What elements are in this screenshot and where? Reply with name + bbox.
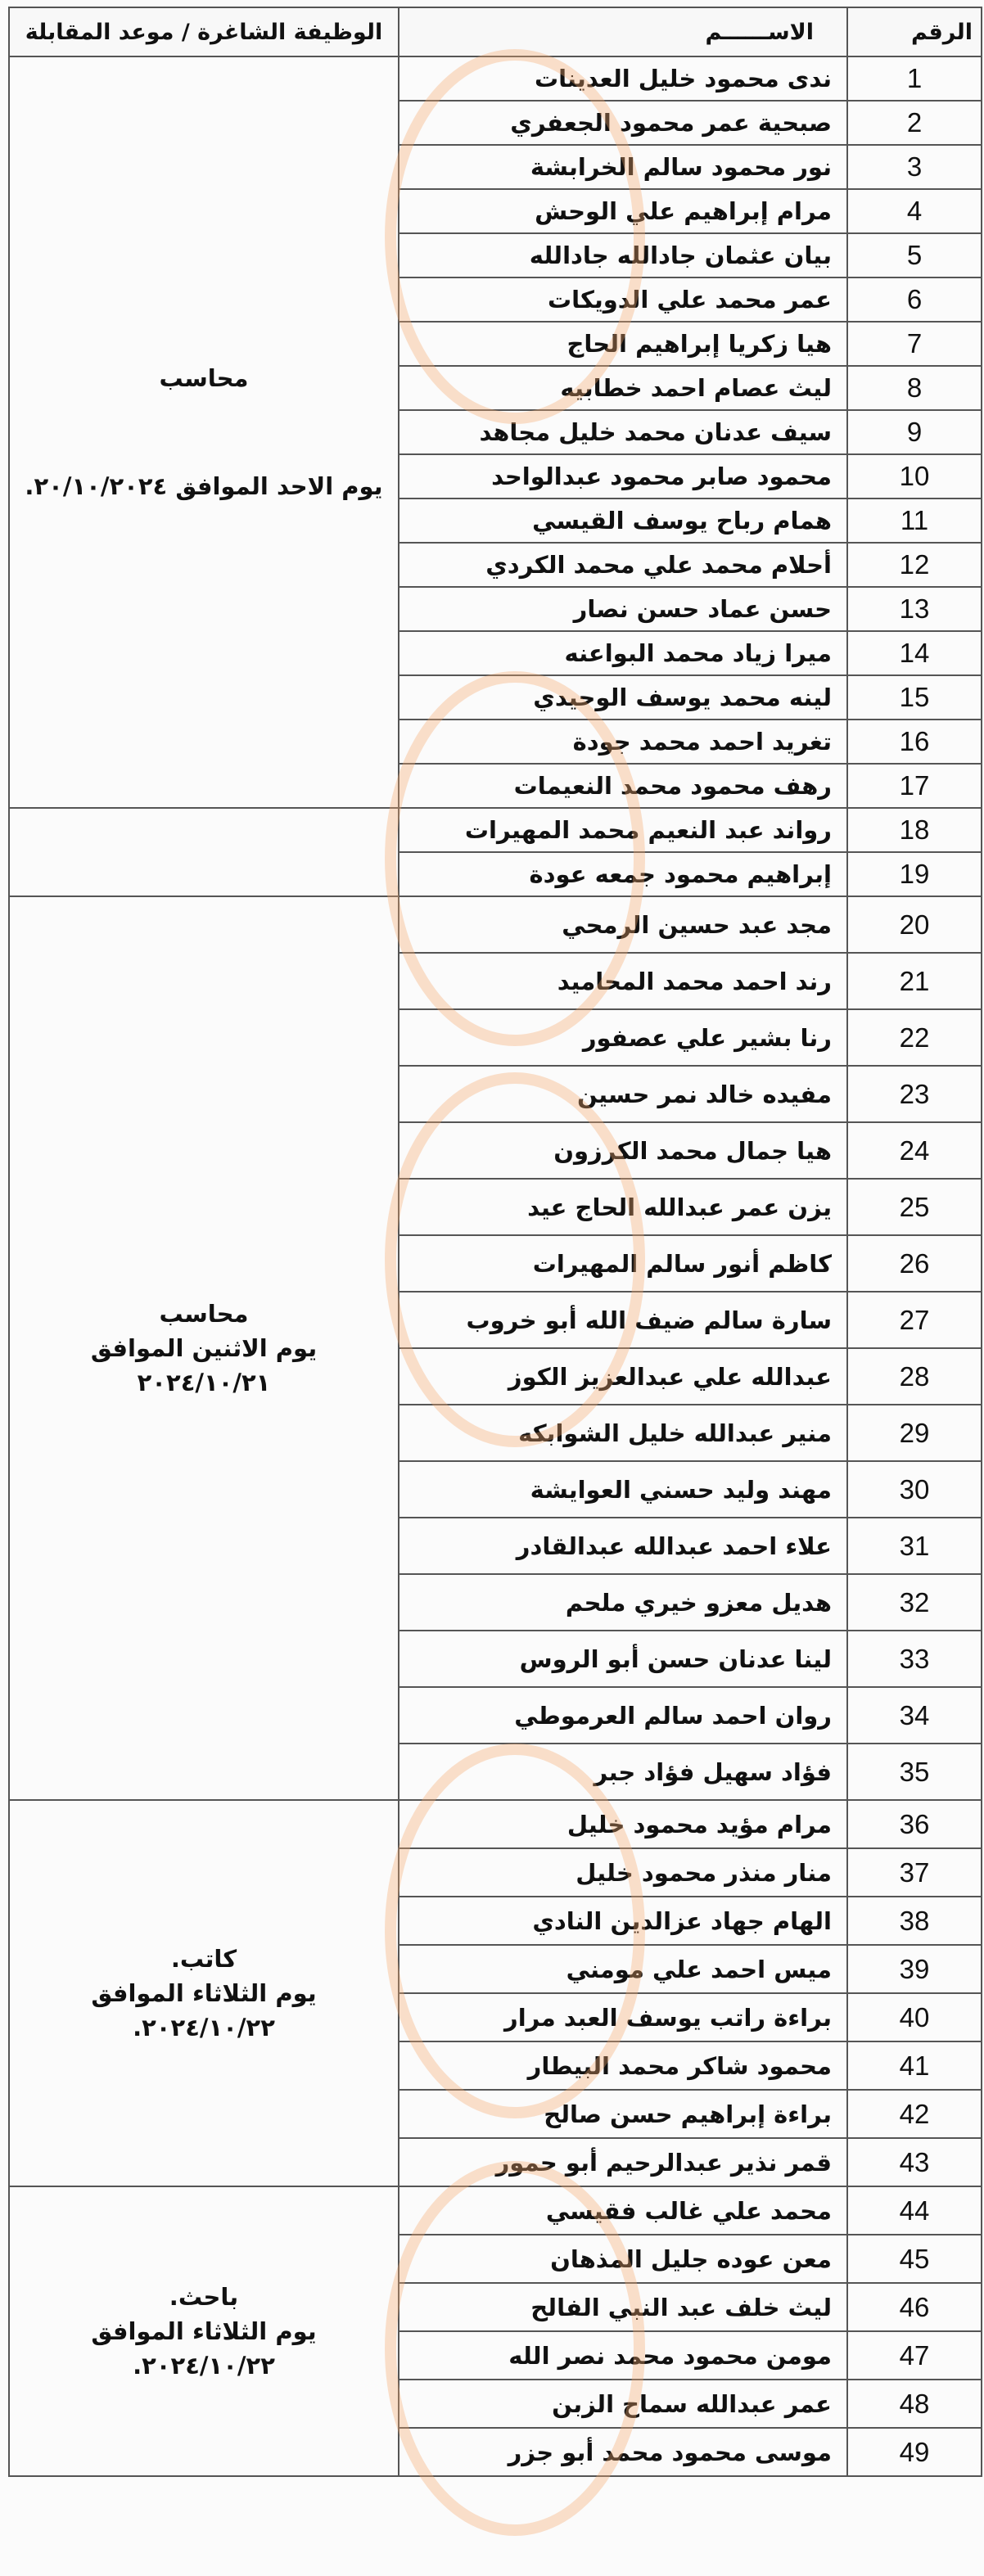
candidate-name: لينه محمد يوسف الوحيدي [399,675,847,720]
candidate-name: ميس احمد علي مومني [399,1945,847,1993]
candidate-name: صبحية عمر محمود الجعفري [399,101,847,145]
candidate-name: همام رباح يوسف القيسي [399,499,847,543]
candidate-name: هيا زكريا إبراهيم الحاج [399,322,847,366]
row-number: 49 [847,2428,982,2476]
interview-date-line: يوم الاثنين الموافق [90,1333,318,1362]
row-number: 42 [847,2090,982,2138]
row-number: 29 [847,1405,982,1461]
row-number: 31 [847,1518,982,1574]
candidate-name: سارة سالم ضيف الله أبو خروب [399,1292,847,1348]
row-number: 43 [847,2138,982,2186]
candidate-name: محمود صابر محمود عبدالواحد [399,454,847,499]
candidate-name: رهف محمود محمد النعيمات [399,764,847,808]
row-number: 33 [847,1631,982,1687]
header-number: الرقم [847,7,982,56]
candidate-name: رند احمد محمد المحاميد [399,953,847,1009]
candidate-name: ليث عصام احمد خطابيه [399,366,847,410]
candidate-name: تغريد احمد محمد جودة [399,720,847,764]
row-number: 37 [847,1848,982,1897]
row-number: 22 [847,1009,982,1066]
interview-date-line: يوم الاحد الموافق ٢٠/١٠/٢٠٢٤. [25,472,383,500]
candidate-name: هيا جمال محمد الكرزون [399,1122,847,1179]
row-number: 17 [847,764,982,808]
candidate-name: نور محمود سالم الخرابشة [399,145,847,189]
candidate-name: الهام جهاد عزالدين النادي [399,1897,847,1945]
candidate-name: سيف عدنان محمد خليل مجاهد [399,410,847,454]
row-number: 41 [847,2041,982,2090]
job-and-interview-date [9,808,399,896]
interview-date-line [18,395,390,469]
row-number: 14 [847,631,982,675]
row-number: 30 [847,1461,982,1518]
candidate-name: عبدالله علي عبدالعزيز الكوز [399,1348,847,1405]
candidate-name: لينا عدنان حسن أبو الروس [399,1631,847,1687]
row-number: 4 [847,189,982,233]
job-and-interview-date [9,1800,399,2186]
row-number: 46 [847,2283,982,2331]
row-number: 48 [847,2380,982,2428]
header-name: الاســــــم [399,7,847,56]
candidate-name: مهند وليد حسني العوايشة [399,1461,847,1518]
candidate-name: محمد علي غالب فقيسي [399,2186,847,2235]
row-number: 1 [847,56,982,101]
job-and-interview-date [9,896,399,1800]
row-number: 13 [847,587,982,631]
table-body [9,56,982,2476]
interview-date-line: ٢٠٢٤/١٠/٢٢. [133,2014,275,2042]
job-and-interview-date [9,2186,399,2476]
row-number: 7 [847,322,982,366]
candidate-name: منار منذر محمود خليل [399,1848,847,1897]
row-number: 40 [847,1993,982,2041]
row-number: 34 [847,1687,982,1744]
row-number: 45 [847,2235,982,2283]
row-number: 15 [847,675,982,720]
candidate-name: ندى محمود خليل العدينات [399,56,847,101]
candidate-name: علاء احمد عبدالله عبدالقادر [399,1518,847,1574]
candidate-name: هديل معزو خيري ملحم [399,1574,847,1631]
table-row [9,808,982,852]
candidate-name: محمود شاكر محمد البيطار [399,2041,847,2090]
candidate-name: كاظم أنور سالم المهيرات [399,1235,847,1292]
job-title: محاسب [159,1299,249,1328]
candidate-name: معن عوده جليل المذهان [399,2235,847,2283]
row-number: 24 [847,1122,982,1179]
row-number: 16 [847,720,982,764]
candidate-name: ميرا زياد محمد البواعنه [399,631,847,675]
interview-date-line: يوم الثلاثاء الموافق [91,2317,317,2345]
table-row [9,56,982,101]
row-number: 9 [847,410,982,454]
candidate-name: إبراهيم محمود جمعه عودة [399,852,847,896]
job-title: كاتب. [170,1944,237,1973]
row-number: 38 [847,1897,982,1945]
candidate-name: مرام إبراهيم علي الوحش [399,189,847,233]
row-number: 23 [847,1066,982,1122]
row-number: 6 [847,277,982,322]
candidate-name: منير عبدالله خليل الشوابكه [399,1405,847,1461]
interview-date-line: ٢٠٢٤/١٠/٢٢. [133,2352,275,2380]
interview-date-line: يوم الثلاثاء الموافق [91,1978,317,2007]
candidate-name: أحلام محمد علي محمد الكردي [399,543,847,587]
row-number: 8 [847,366,982,410]
row-number: 44 [847,2186,982,2235]
table-row [9,1800,982,1848]
candidate-name: حسن عماد حسن نصار [399,587,847,631]
job-and-interview-date [9,56,399,808]
candidate-name: مومن محمود محمد نصر الله [399,2331,847,2380]
row-number: 18 [847,808,982,852]
row-number: 5 [847,233,982,277]
candidate-name: مجد عبد حسين الرمحي [399,896,847,953]
candidate-name: مفيده خالد نمر حسين [399,1066,847,1122]
candidate-name: فؤاد سهيل فؤاد جبر [399,1744,847,1800]
row-number: 3 [847,145,982,189]
interview-date-line: ٢٠٢٤/١٠/٢١ [137,1369,271,1397]
interview-schedule-table [8,7,982,2477]
candidate-name: روان احمد سالم العرموطي [399,1687,847,1744]
table-row [9,896,982,953]
row-number: 2 [847,101,982,145]
row-number: 47 [847,2331,982,2380]
candidate-name: عمر محمد علي الدويكات [399,277,847,322]
candidate-name: براءة إبراهيم حسن صالح [399,2090,847,2138]
candidate-name: رواند عبد النعيم محمد المهيرات [399,808,847,852]
row-number: 12 [847,543,982,587]
row-number: 26 [847,1235,982,1292]
row-number: 10 [847,454,982,499]
job-title: محاسب [159,363,249,392]
candidate-name: براءة راتب يوسف العبد مرار [399,1993,847,2041]
candidate-name: رنا بشير علي عصفور [399,1009,847,1066]
candidate-name: قمر نذير عبدالرحيم أبو حمور [399,2138,847,2186]
row-number: 32 [847,1574,982,1631]
row-number: 21 [847,953,982,1009]
row-number: 35 [847,1744,982,1800]
row-number: 28 [847,1348,982,1405]
candidate-name: يزن عمر عبدالله الحاج عيد [399,1179,847,1235]
candidate-name: ليث خلف عبد النبي الفالح [399,2283,847,2331]
header-job-interview: الوظيفة الشاغرة / موعد المقابلة [9,7,399,56]
table-header-row [9,7,982,56]
row-number: 11 [847,499,982,543]
candidate-name: عمر عبدالله سماح الزبن [399,2380,847,2428]
job-title: باحث. [169,2282,239,2311]
row-number: 25 [847,1179,982,1235]
row-number: 39 [847,1945,982,1993]
row-number: 19 [847,852,982,896]
table-row [9,2186,982,2235]
candidate-name: بيان عثمان جادالله جادالله [399,233,847,277]
row-number: 27 [847,1292,982,1348]
candidate-name: مرام مؤيد محمود خليل [399,1800,847,1848]
candidate-name: موسى محمود محمد أبو جزر [399,2428,847,2476]
row-number: 20 [847,896,982,953]
row-number: 36 [847,1800,982,1848]
